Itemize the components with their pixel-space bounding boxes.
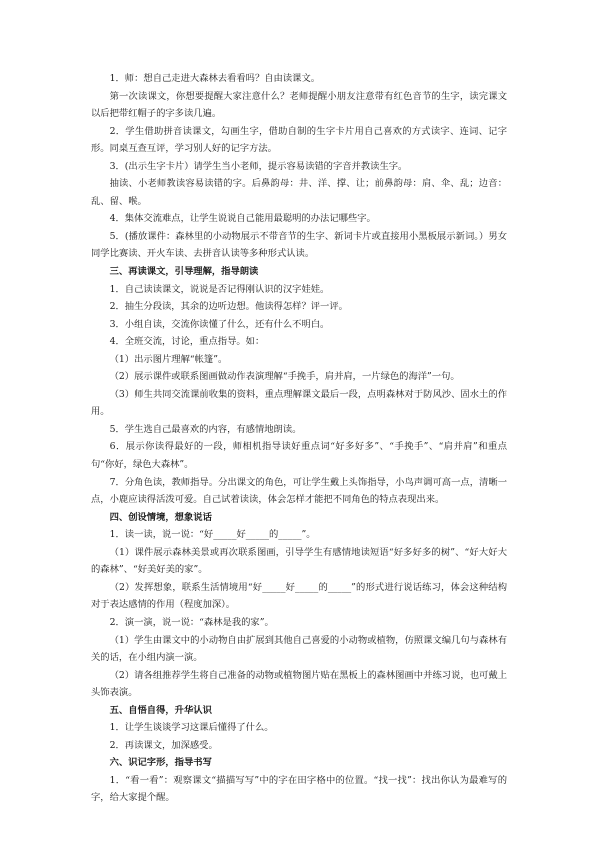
paragraph: 5．(播放课件：森林里的小动物展示不带音节的生字、新词卡片或直接用小黑板展示新词。）男女同学比赛读、开火车读、去拼音认读等多种形式认读。 [91,230,507,260]
paragraph: （2）发挥想象，联系生活情境用“好_____好_____的_____”的形式进行说话练习，体会这种结构对于表达感情的作用（程度加深）。 [91,581,507,611]
section-heading: 三、再读课文，引导理解，指导朗读 [109,266,259,278]
paragraph: （1）学生由课文中的小动物自由扩展到其他自己喜爱的小动物或植物，仿照课文编几句与森林有关的话，在小组内演一演。 [91,634,507,664]
page-body [91,70,507,807]
paragraph: 4．全班交流，讨论，重点指导。如： [109,336,265,348]
paragraph: 2．再读课文，加深感受。 [109,739,218,751]
paragraph: 2．抽生分段读，其余的边听边想。他读得怎样？评一评。 [109,301,348,313]
paragraph: 1．让学生谈谈学习这课后懂得了什么。 [109,722,274,734]
paragraph: （2）请各组推荐学生将自己准备的动物或植物图片贴在黑板上的森林图画中并练习说，也可戴上头饰表演。 [91,669,507,699]
paragraph: （3）师生共同交流课前收集的资料，重点理解课文最后一段，点明森林对于防风沙、固水土的作用。 [91,388,507,418]
paragraph: 3．(出示生字卡片）请学生当小老师，提示容易读错的字音并教读生字。 [109,160,408,172]
paragraph: 7．分角色读，教师指导。分出课文的角色，可让学生戴上头饰指导，小鸟声调可高一点，清晰一点，小鹿应读得活泼可爱。自己试着读读，体会怎样才能把不同角色的特点表现出来。 [91,476,507,506]
paragraph: 3．小组自读，交流你读懂了什么，还有什么不明白。 [109,318,330,330]
paragraph: 5．学生选自己最喜欢的内容，有感情地朗读。 [109,423,302,435]
paragraph: 4．集体交流难点，让学生说说自己能用最聪明的办法记哪些字。 [109,213,376,225]
section-heading: 五、自悟自得，升华认识 [109,704,212,716]
paragraph: 2．学生借助拼音读课文，勾画生字，借助自制的生字卡片用自己喜欢的方式读字、连词、记字形。同桌互查互评，学习别人好的记字方法。 [91,125,507,155]
section-heading: 六、识记字形，指导书写 [109,757,212,769]
paragraph: 抽读、小老师教读容易读错的字。后鼻韵母：井、洋、撑、让；前鼻韵母：肩、伞、乱；边音：乱、留、喉。 [91,178,507,207]
paragraph: 1．师：想自己走进大森林去看看吗？自由读课文。 [109,73,321,84]
paragraph: 6．展示你读得最好的一段，师相机指导读好重点词“好多好多”、“手挽手”、“肩并肩”和重点句“你好，绿色大森林”。 [91,441,507,471]
paragraph: 1．“看一看”：观察课文“描描写写”中的字在田字格中的位置。“找一找”：找出你认为最难写的字，给大家提个醒。 [91,774,507,804]
paragraph: （1）出示图片理解“帐篷”。 [109,353,228,365]
paragraph: 第一次读课文，你想要提醒大家注意什么？老师提醒小朋友注意带有红色音节的生字，读完课文以后把带红帽子的字多读几遍。 [91,90,507,120]
section-heading: 四、创设情境，想象说话 [109,511,212,523]
paragraph: 1．自己读读课文，说说是否记得刚认识的汉字娃娃。 [109,283,330,295]
paragraph: （1）课件展示森林美景或再次联系图画，引导学生有感情地读短语“好多好多的树”、“好大好大的森林”、“好美好美的家”。 [91,546,507,576]
paragraph: 2．演一演，说一说：“森林是我的家”。 [109,616,274,628]
paragraph: 1．读一读，说一说：“好_____好_____的_____”。 [109,529,316,541]
paragraph: （2）展示课件或联系图画做动作表演理解“手挽手，肩并肩，一片绿色的海洋”一句。 [109,371,460,383]
